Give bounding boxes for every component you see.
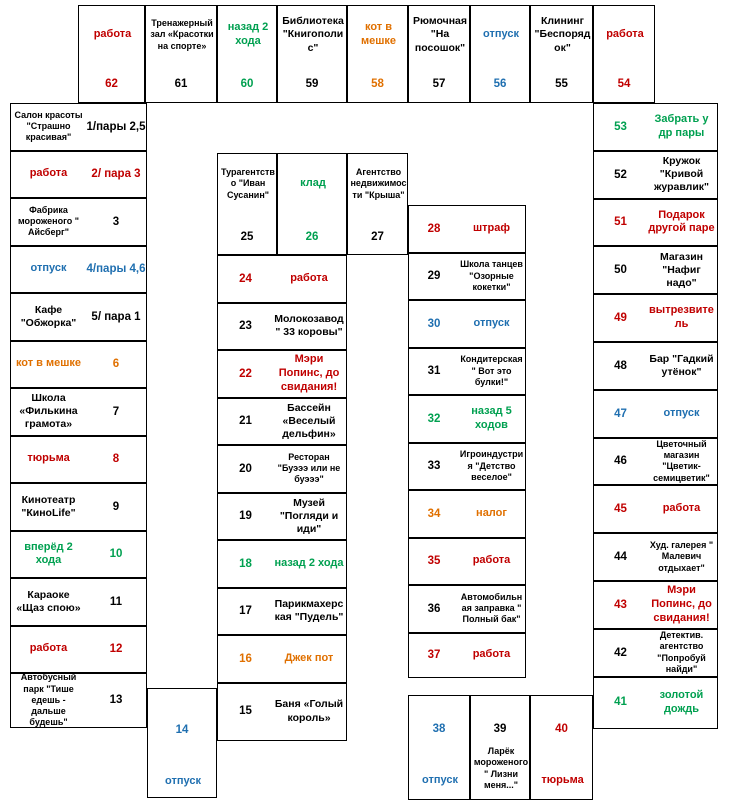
cell-number: 52 bbox=[614, 168, 627, 181]
cell-number: 58 bbox=[371, 77, 384, 90]
board-cell-35[interactable] bbox=[408, 538, 526, 586]
board-cell-33[interactable] bbox=[408, 443, 526, 491]
cell-label: работа bbox=[29, 167, 68, 180]
cell-label: работа bbox=[29, 642, 68, 655]
board-cell-56[interactable] bbox=[470, 5, 530, 103]
cell-number: 42 bbox=[614, 646, 627, 659]
board-cell-31[interactable] bbox=[408, 348, 526, 396]
cell-label: Библиотека "Книгополис" bbox=[282, 15, 344, 54]
cell-label: Автобусный парк "Тише едешь - дальше будешь" bbox=[20, 672, 77, 728]
cell-label: отпуск bbox=[663, 406, 700, 419]
cell-label: назад 2 хода bbox=[274, 556, 344, 569]
board-cell-20[interactable] bbox=[217, 445, 347, 493]
cell-number: 47 bbox=[614, 407, 627, 420]
cell-number: 22 bbox=[239, 367, 252, 380]
cell-label: Рюмочная "На посошок" bbox=[412, 15, 468, 54]
cell-number: 2/ пара 3 bbox=[91, 168, 141, 181]
cell-number: 34 bbox=[427, 507, 441, 520]
cell-number: 6 bbox=[112, 358, 120, 371]
cell-number: 15 bbox=[239, 705, 252, 718]
board-cell-61[interactable] bbox=[145, 5, 217, 103]
cell-number: 55 bbox=[555, 77, 568, 90]
cell-label: Мэри Попинс, до свидания! bbox=[651, 584, 712, 624]
cell-number: 41 bbox=[614, 696, 627, 709]
cell-label: Подарок другой паре bbox=[648, 208, 715, 235]
cell-number: 25 bbox=[240, 230, 254, 243]
board-cell-15[interactable] bbox=[217, 683, 347, 741]
cell-number: 26 bbox=[305, 230, 319, 243]
cell-number: 35 bbox=[427, 555, 441, 568]
cell-label: кот в мешке bbox=[15, 357, 82, 370]
board-cell-27[interactable] bbox=[347, 153, 408, 255]
board-cell-24[interactable] bbox=[217, 255, 347, 303]
cell-label: Бассейн «Веселый дельфин» bbox=[282, 401, 336, 440]
board-cell-39[interactable] bbox=[470, 695, 530, 800]
board-cell-55[interactable] bbox=[530, 5, 593, 103]
cell-label: Худ. галерея " Малевич отдыхает" bbox=[649, 540, 714, 573]
board-cell-5[interactable] bbox=[10, 293, 147, 341]
board-cell-7[interactable] bbox=[10, 388, 147, 436]
board-cell-51[interactable] bbox=[593, 199, 718, 247]
board-cell-60[interactable] bbox=[217, 5, 277, 103]
cell-label: работа bbox=[472, 554, 511, 567]
board-cell-23[interactable] bbox=[217, 303, 347, 351]
board-cell-59[interactable] bbox=[277, 5, 347, 103]
cell-number: 17 bbox=[239, 605, 252, 618]
cell-number: 37 bbox=[427, 648, 441, 661]
board-cell-58[interactable] bbox=[347, 5, 408, 103]
cell-label: вытрезвитель bbox=[649, 304, 714, 331]
cell-label: Ларёк мороженого " Лизни меня..." bbox=[473, 746, 529, 790]
board-cell-47[interactable] bbox=[593, 390, 718, 438]
cell-label: Школа «Филькина грамота» bbox=[19, 392, 78, 431]
cell-number: 27 bbox=[371, 230, 384, 243]
cell-label: Молокозавод " 33 коровы" bbox=[274, 313, 344, 339]
board-cell-43[interactable] bbox=[593, 581, 718, 629]
cell-number: 5/ пара 1 bbox=[91, 310, 141, 323]
board-cell-49[interactable] bbox=[593, 294, 718, 342]
cell-number: 1/пары 2,5 bbox=[86, 120, 146, 133]
cell-number: 8 bbox=[112, 453, 120, 466]
cell-number: 4/пары 4,6 bbox=[86, 263, 146, 276]
cell-number: 49 bbox=[614, 311, 627, 324]
cell-number: 38 bbox=[432, 722, 446, 735]
cell-number: 45 bbox=[614, 503, 627, 516]
cell-label: Автомобильная заправка " Полный бак" bbox=[460, 591, 523, 625]
board-cell-4[interactable] bbox=[10, 246, 147, 294]
cell-label: работа bbox=[606, 28, 644, 41]
cell-number: 46 bbox=[614, 455, 627, 468]
cell-number: 9 bbox=[112, 500, 120, 513]
board-cell-9[interactable] bbox=[10, 483, 147, 531]
cell-label: работа bbox=[662, 502, 701, 515]
cell-number: 59 bbox=[305, 77, 319, 90]
board-cell-34[interactable] bbox=[408, 490, 526, 538]
cell-label: клад bbox=[300, 177, 326, 190]
cell-label: Агентство недвижимости "Крыша" bbox=[350, 167, 407, 200]
cell-number: 54 bbox=[617, 77, 631, 90]
board-cell-6[interactable] bbox=[10, 341, 147, 389]
board-cell-18[interactable] bbox=[217, 540, 347, 588]
cell-label: Тренажерный зал «Красотки на спорте» bbox=[150, 18, 214, 51]
cell-label: Ресторан "Буэээ или не буэээ" bbox=[277, 451, 341, 485]
board-cell-52[interactable] bbox=[593, 151, 718, 199]
cell-label: Турагентство "Иван Сусанин" bbox=[221, 167, 275, 200]
board-cell-44[interactable] bbox=[593, 533, 718, 581]
cell-number: 62 bbox=[105, 77, 118, 90]
board-cell-11[interactable] bbox=[10, 578, 147, 626]
cell-label: Джек пот bbox=[284, 651, 334, 664]
cell-number: 19 bbox=[239, 510, 252, 523]
cell-number: 40 bbox=[555, 722, 568, 735]
cell-number: 33 bbox=[427, 460, 441, 473]
cell-label: отпуск bbox=[422, 774, 458, 787]
cell-number: 50 bbox=[614, 264, 627, 277]
cell-label: Фабрика мороженого " Айсберг" bbox=[17, 204, 79, 238]
cell-number: 13 bbox=[109, 694, 123, 707]
cell-label: Караоке «Щаз спою» bbox=[16, 588, 81, 614]
cell-label: штраф bbox=[472, 221, 511, 234]
cell-number: 28 bbox=[427, 222, 441, 235]
cell-number: 10 bbox=[109, 548, 123, 561]
cell-label: золотой дождь bbox=[659, 688, 704, 715]
board-cell-28[interactable] bbox=[408, 205, 526, 253]
board-cell-14[interactable] bbox=[147, 688, 217, 798]
board-cell-30[interactable] bbox=[408, 300, 526, 348]
board-cell-22[interactable] bbox=[217, 350, 347, 398]
cell-label: отпуск bbox=[30, 262, 67, 275]
cell-number: 11 bbox=[109, 595, 123, 608]
cell-number: 3 bbox=[112, 215, 120, 228]
board-cell-46[interactable] bbox=[593, 438, 718, 486]
cell-label: Кондитерская " Вот это булки!" bbox=[460, 354, 523, 387]
cell-number: 23 bbox=[239, 320, 252, 333]
board-cell-13[interactable] bbox=[10, 673, 147, 728]
cell-number: 21 bbox=[239, 415, 252, 428]
cell-label: работа bbox=[290, 271, 328, 284]
board-cell-1[interactable] bbox=[10, 103, 147, 151]
cell-label: отпуск bbox=[483, 28, 519, 41]
cell-label: отпуск bbox=[165, 775, 201, 788]
cell-label: назад 5 ходов bbox=[471, 405, 512, 431]
board-cell-36[interactable] bbox=[408, 585, 526, 633]
cell-number: 61 bbox=[174, 77, 188, 90]
cell-number: 16 bbox=[239, 652, 252, 665]
cell-number: 44 bbox=[614, 550, 627, 563]
cell-label: Кружок "Кривой журавлик" bbox=[653, 155, 710, 194]
cell-label: Игроиндустрия "Детство веселое" bbox=[459, 449, 524, 482]
board-cell-10[interactable] bbox=[10, 531, 147, 579]
board-cell-8[interactable] bbox=[10, 436, 147, 484]
cell-label: тюрьма bbox=[541, 774, 584, 787]
cell-label: работа bbox=[472, 648, 511, 661]
cell-label: Школа танцев "Озорные кокетки" bbox=[460, 259, 523, 292]
board-cell-19[interactable] bbox=[217, 493, 347, 541]
cell-number: 51 bbox=[614, 216, 627, 229]
cell-number: 32 bbox=[427, 412, 441, 425]
cell-label: Бар "Гадкий утёнок" bbox=[649, 352, 714, 378]
cell-label: Музей "Погляди и иди" bbox=[279, 496, 339, 535]
board-cell-37[interactable] bbox=[408, 633, 526, 678]
cell-number: 43 bbox=[614, 598, 627, 611]
cell-number: 48 bbox=[614, 359, 627, 372]
cell-number: 36 bbox=[427, 602, 441, 615]
cell-number: 29 bbox=[427, 270, 441, 283]
board-cell-32[interactable] bbox=[408, 395, 526, 443]
board-cell-57[interactable] bbox=[408, 5, 470, 103]
board-cell-16[interactable] bbox=[217, 635, 347, 683]
board-cell-29[interactable] bbox=[408, 253, 526, 301]
cell-label: Парикмахерская "Пудель" bbox=[274, 598, 344, 624]
cell-number: 20 bbox=[239, 462, 252, 475]
cell-number: 57 bbox=[432, 77, 446, 90]
cell-label: Клининг "Беспорядок" bbox=[534, 15, 591, 54]
board-cell-12[interactable] bbox=[10, 626, 147, 674]
cell-number: 30 bbox=[427, 317, 441, 330]
cell-number: 39 bbox=[493, 722, 507, 735]
cell-number: 7 bbox=[112, 405, 120, 418]
cell-label: Мэри Попинс, до свидания! bbox=[278, 353, 340, 393]
cell-label: Кинотеатр "КиноLife" bbox=[21, 493, 76, 519]
board-cell-41[interactable] bbox=[593, 677, 718, 729]
cell-number: 60 bbox=[240, 77, 254, 90]
cell-label: Магазин "Нафиг надо" bbox=[659, 250, 704, 289]
cell-label: Забрать у др пары bbox=[654, 113, 709, 139]
cell-label: налог bbox=[476, 506, 507, 519]
cell-label: работа bbox=[93, 28, 132, 41]
board-cell-26[interactable] bbox=[277, 153, 347, 255]
cell-number: 18 bbox=[239, 557, 252, 570]
cell-label: Кафе "Обжорка" bbox=[20, 303, 77, 329]
cell-label: вперёд 2 хода bbox=[24, 540, 73, 567]
cell-number: 53 bbox=[614, 120, 627, 133]
board-cell-25[interactable] bbox=[217, 153, 277, 255]
cell-label: Цветочный магазин "Цветик-семицветик" bbox=[653, 438, 710, 483]
board-cell-3[interactable] bbox=[10, 198, 147, 246]
board-cell-38[interactable] bbox=[408, 695, 470, 800]
cell-label: Баня «Голый король» bbox=[274, 698, 344, 724]
cell-number: 24 bbox=[239, 272, 252, 285]
board-cell-48[interactable] bbox=[593, 342, 718, 390]
board-cell-2[interactable] bbox=[10, 151, 147, 199]
cell-number: 14 bbox=[175, 723, 189, 736]
cell-label: Салон красоты "Страшно красивая" bbox=[14, 109, 83, 143]
board-cell-62[interactable] bbox=[78, 5, 145, 103]
cell-label: назад 2 хода bbox=[227, 21, 269, 47]
board-cell-17[interactable] bbox=[217, 588, 347, 636]
board-cell-42[interactable] bbox=[593, 629, 718, 677]
board-cell-54[interactable] bbox=[593, 5, 655, 103]
cell-label: тюрьма bbox=[27, 452, 70, 465]
board-cell-21[interactable] bbox=[217, 398, 347, 446]
cell-number: 12 bbox=[109, 643, 123, 656]
board-cell-50[interactable] bbox=[593, 246, 718, 294]
cell-label: кот в мешке bbox=[360, 21, 397, 47]
board-cell-53[interactable] bbox=[593, 103, 718, 151]
board-cell-40[interactable] bbox=[530, 695, 593, 800]
cell-label: отпуск bbox=[473, 316, 510, 329]
cell-label: Детектив. агентство "Попробуй найди" bbox=[657, 630, 706, 674]
board-cell-45[interactable] bbox=[593, 485, 718, 533]
cell-number: 56 bbox=[493, 77, 507, 90]
cell-number: 31 bbox=[427, 365, 441, 378]
